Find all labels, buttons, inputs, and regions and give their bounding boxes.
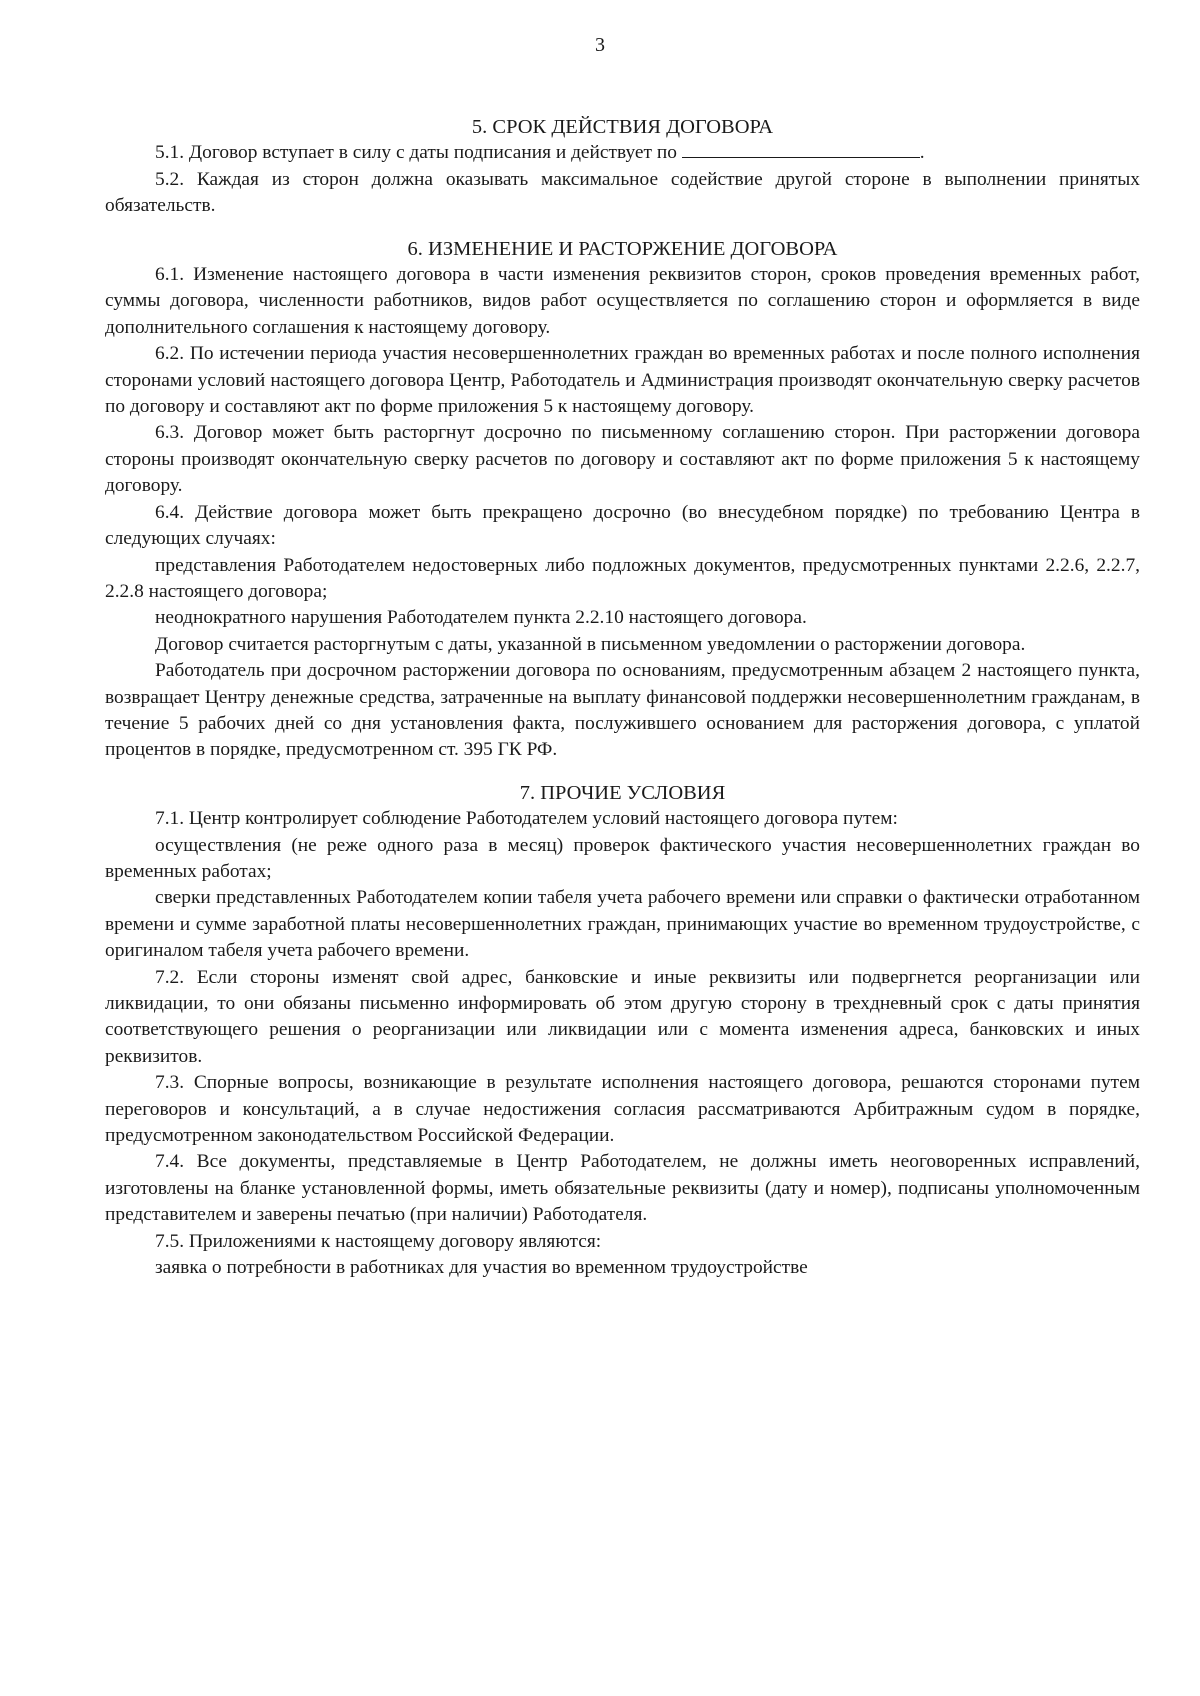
paragraph-7-1-item-2: сверки представленных Работодателем копии табеля учета рабочего времени или справки о фактически отработанном времени и сумме заработной платы несовершеннолетних граждан, принимающих участие во временном трудоустройстве, с оригиналом табеля учета рабочего времени.: [105, 887, 1140, 962]
paragraph-7-1: 7.1. Центр контролирует соблюдение Работодателем условий настоящего договора путем:: [155, 808, 898, 830]
paragraph-6-4-refund: Работодатель при досрочном расторжении договора по основаниям, предусмотренным абзацем 2 настоящего пункта, возвращает Центру денежные средства, затраченные на выплату финансовой поддержки несовершеннолетним гражданам, в течение 5 рабочих дней со дня установления факта, послужившего основанием для расторжения договора, с уплатой процентов в порядке, предусмотренном ст. 395 ГК РФ.: [105, 660, 1140, 761]
paragraph-7-1-item-1: осуществления (не реже одного раза в месяц) проверок фактического участия несовершеннолетних граждан во временных работах;: [105, 834, 1140, 882]
paragraph-5-1-end: .: [919, 142, 925, 164]
paragraph-6-4-termination: Договор считается расторгнутым с даты, указанной в письменном уведомлении о расторжении договора.: [155, 633, 1026, 655]
paragraph-6-2: 6.2. По истечении периода участия несовершеннолетних граждан во временных работах и после полного исполнения сторонами условий настоящего договора Центр, Работодатель и Администрация производят окончательную сверку расчетов по договору и составляют акт по форме приложения 5 к настоящему договору.: [105, 343, 1140, 418]
date-blank-line: [682, 140, 920, 158]
paragraph-5-2: 5.2. Каждая из сторон должна оказывать максимальное содействие другой стороне в выполнении принятых обязательств.: [105, 168, 1140, 217]
paragraph-6-1: 6.1. Изменение настоящего договора в части изменения реквизитов сторон, сроков проведения временных работ, суммы договора, численности работников, видов работ осуществляется по соглашению сторон и оформляется в виде дополнительного соглашения к настоящему договору.: [105, 264, 1140, 338]
section-5-title: 5. СРОК ДЕЙСТВИЯ ДОГОВОРА: [471, 116, 774, 138]
paragraph-6-4-item-1: представления Работодателем недостоверных либо подложных документов, предусмотренных пунктами 2.2.6, 2.2.7, 2.2.8 настоящего договора;: [105, 554, 1140, 602]
document-body: [105, 114, 1140, 1281]
paragraph-7-5-item-1: заявка о потребности в работниках для участия во временном трудоустройстве: [155, 1257, 808, 1279]
paragraph-7-5: 7.5. Приложениями к настоящему договору являются:: [155, 1230, 602, 1252]
paragraph-6-3: 6.3. Договор может быть расторгнут досрочно по письменному соглашению сторон. При расторжении договора стороны производят окончательную сверку расчетов по договору и составляют акт по форме приложения 5 к настоящему договору.: [105, 422, 1140, 497]
paragraph-7-3: 7.3. Спорные вопросы, возникающие в результате исполнения настоящего договора, решаются сторонами путем переговоров и консультаций, а в случае недостижения согласия рассматриваются Арбитражным судом в порядке, предусмотренном законодательством Российской Федерации.: [105, 1072, 1140, 1147]
page-number: 3: [595, 34, 605, 56]
paragraph-5-1-text: 5.1. Договор вступает в силу с даты подписания и действует по: [155, 142, 682, 164]
paragraph-6-4: 6.4. Действие договора может быть прекращено досрочно (во внесудебном порядке) по требованию Центра в следующих случаях:: [105, 501, 1140, 550]
section-7-title: 7. ПРОЧИЕ УСЛОВИЯ: [519, 781, 726, 804]
section-6-title: 6. ИЗМЕНЕНИЕ И РАСТОРЖЕНИЕ ДОГОВОРА: [407, 237, 838, 260]
paragraph-6-4-item-2: неоднократного нарушения Работодателем пункта 2.2.10 настоящего договора.: [155, 607, 807, 629]
paragraph-7-4: 7.4. Все документы, представляемые в Центр Работодателем, не должны иметь неоговоренных исправлений, изготовлены на бланке установленной формы, иметь обязательные реквизиты (дату и номер), подписаны уполномоченным представителем и заверены печатью (при наличии) Работодателя.: [105, 1151, 1140, 1226]
paragraph-5-1: [105, 140, 1140, 166]
paragraph-7-2: 7.2. Если стороны изменят свой адрес, банковские и иные реквизиты или подвергнется реорганизации или ликвидации, то они обязаны письменно информировать об этом другую сторону в трехдневный срок с даты принятия соответствующего решения о реорганизации или ликвидации или с момента изменения адреса, банковских и иных реквизитов.: [105, 966, 1140, 1067]
